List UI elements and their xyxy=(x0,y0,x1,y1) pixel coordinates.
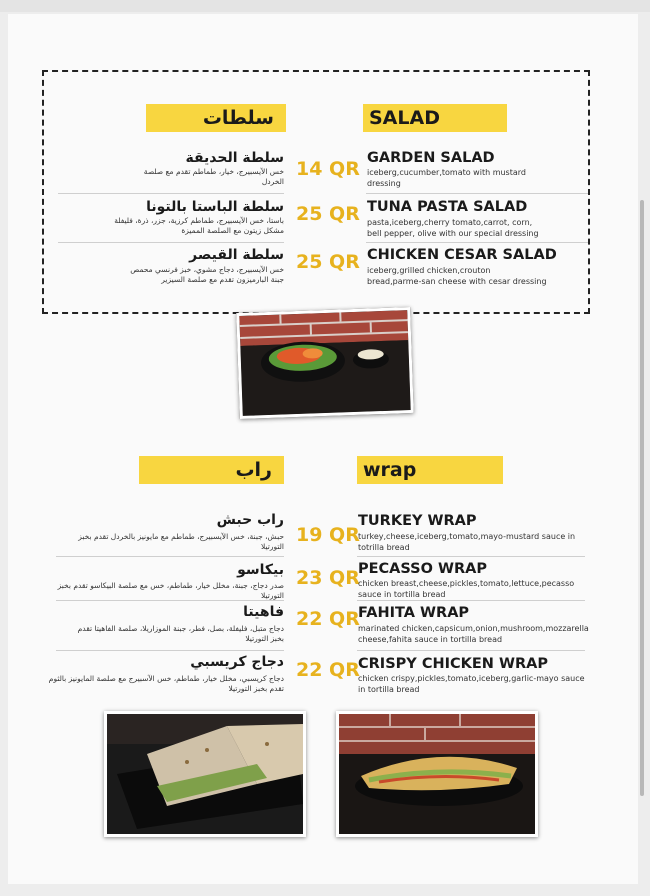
wrap-plate-image xyxy=(107,714,303,834)
menu-item-price: 22 QR xyxy=(296,659,360,681)
menu-item-desc-en: chicken breast,cheese,pickles,tomato,lettuce,pecasso sauce in tortilla bread xyxy=(358,579,575,599)
menu-item-name-en: CRISPY CHICKEN WRAP xyxy=(358,656,548,672)
menu-item-name-ar: بيكاسو xyxy=(237,562,284,578)
menu-item-desc-ar: باستا، خس الآيسبيرج، طماطم كرزية، جزر، ذرة، فليفلة مشكل زيتون مع الصلصة المميزة xyxy=(114,216,284,235)
menu-item-name-en: CHICKEN CESAR SALAD xyxy=(367,247,557,263)
menu-item-desc-ar: حبش، جبنة، خس الآيسبيرج، طماطم مع مايونيز بالخردل تقدم بخبز التورتيلا xyxy=(78,532,284,551)
menu-item-name-ar: راب حبش xyxy=(216,512,284,528)
menu-item-name-en: TURKEY WRAP xyxy=(358,513,477,529)
menu-item-name-ar: دجاج كريسبي xyxy=(190,654,284,670)
menu-item-name-en: FAHITA WRAP xyxy=(358,605,470,621)
separator xyxy=(357,556,585,557)
menu-item-desc-en: chicken crispy,pickles,tomato,iceberg,garlic-mayo sauce in tortilla bread xyxy=(358,674,585,694)
menu-item-desc-en: marinated chicken,capsicum,onion,mushroom,mozzarella cheese,fahita sauce in tortilla bread xyxy=(358,624,589,644)
separator xyxy=(366,242,588,243)
menu-item-price: 25 QR xyxy=(296,251,360,273)
wrap-title-ar: راب xyxy=(139,456,284,484)
menu-item-name-ar: سلطة الباستا بالتونا xyxy=(146,199,284,215)
separator xyxy=(56,650,284,651)
menu-item-price: 22 QR xyxy=(296,608,360,630)
salad-title-en: SALAD xyxy=(363,104,507,132)
salad-title-ar: سلطات xyxy=(146,104,286,132)
menu-item-price: 14 QR xyxy=(296,158,360,180)
separator xyxy=(366,193,588,194)
menu-item-desc-en: pasta,iceberg,cherry tomato,carrot, corn, bell pepper, olive with our special dressing xyxy=(367,218,539,238)
menu-item-price: 25 QR xyxy=(296,203,360,225)
menu-item-price: 23 QR xyxy=(296,567,360,589)
quesadilla-photo xyxy=(104,711,306,837)
menu-item-desc-en: iceberg,grilled chicken,crouton bread,parme-san cheese with cesar dressing xyxy=(367,266,547,286)
menu-item-name-ar: سلطة الحديقة xyxy=(185,150,284,166)
menu-item-desc-ar: خس الآيسبيرج، خيار، طماطم تقدم مع صلصة الخردل xyxy=(143,167,284,186)
salad-bowl-image xyxy=(239,310,410,416)
menu-item-name-en: TUNA PASTA SALAD xyxy=(367,199,528,215)
menu-item-desc-ar: خس الآيسبيرج، دجاج مشوي، خبز فرنسي محمص جبنة البارميزون تقدم مع صلصة السيزير xyxy=(130,265,284,284)
separator xyxy=(58,242,284,243)
menu-item-desc-en: iceberg,cucumber,tomato with mustard dressing xyxy=(367,168,526,188)
menu-item-desc-ar: دجاج متبل، فليفلة، بصل، فطر، جبنة الموزاريلا، صلصة الفاهيتا تقدم بخبز التورتيلا xyxy=(77,624,284,643)
menu-item-price: 19 QR xyxy=(296,524,360,546)
separator xyxy=(56,600,284,601)
separator xyxy=(58,193,284,194)
menu-item-desc-ar: دجاج كريسبي، مخلل خيار، طماطم، خس الآسبيرج مع صلصة المايونيز بالثوم تقدم بخبز التورتيلا xyxy=(48,674,284,693)
wrap-title-en: wrap xyxy=(357,456,503,484)
salad-photo xyxy=(236,307,414,419)
top-bar xyxy=(0,0,650,12)
menu-item-name-ar: سلطة القيصر xyxy=(189,247,284,263)
menu-item-name-en: PECASSO WRAP xyxy=(358,561,488,577)
wrap-bowl-image xyxy=(339,714,535,834)
menu-item-name-ar: فاهيتا xyxy=(243,604,284,620)
separator xyxy=(357,650,585,651)
menu-item-desc-en: turkey,cheese,iceberg,tomato,mayo-mustard sauce in totrilla bread xyxy=(358,532,576,552)
scrollbar[interactable] xyxy=(640,200,644,796)
menu-item-name-en: GARDEN SALAD xyxy=(367,150,495,166)
wrap-photo xyxy=(336,711,538,837)
separator xyxy=(56,556,284,557)
menu-item-desc-ar: صدر دجاج، جبنة، مخلل خيار، طماطم، خس مع صلصة البيكاسو تقدم بخبز التورتيلا xyxy=(57,581,284,600)
separator xyxy=(357,600,585,601)
